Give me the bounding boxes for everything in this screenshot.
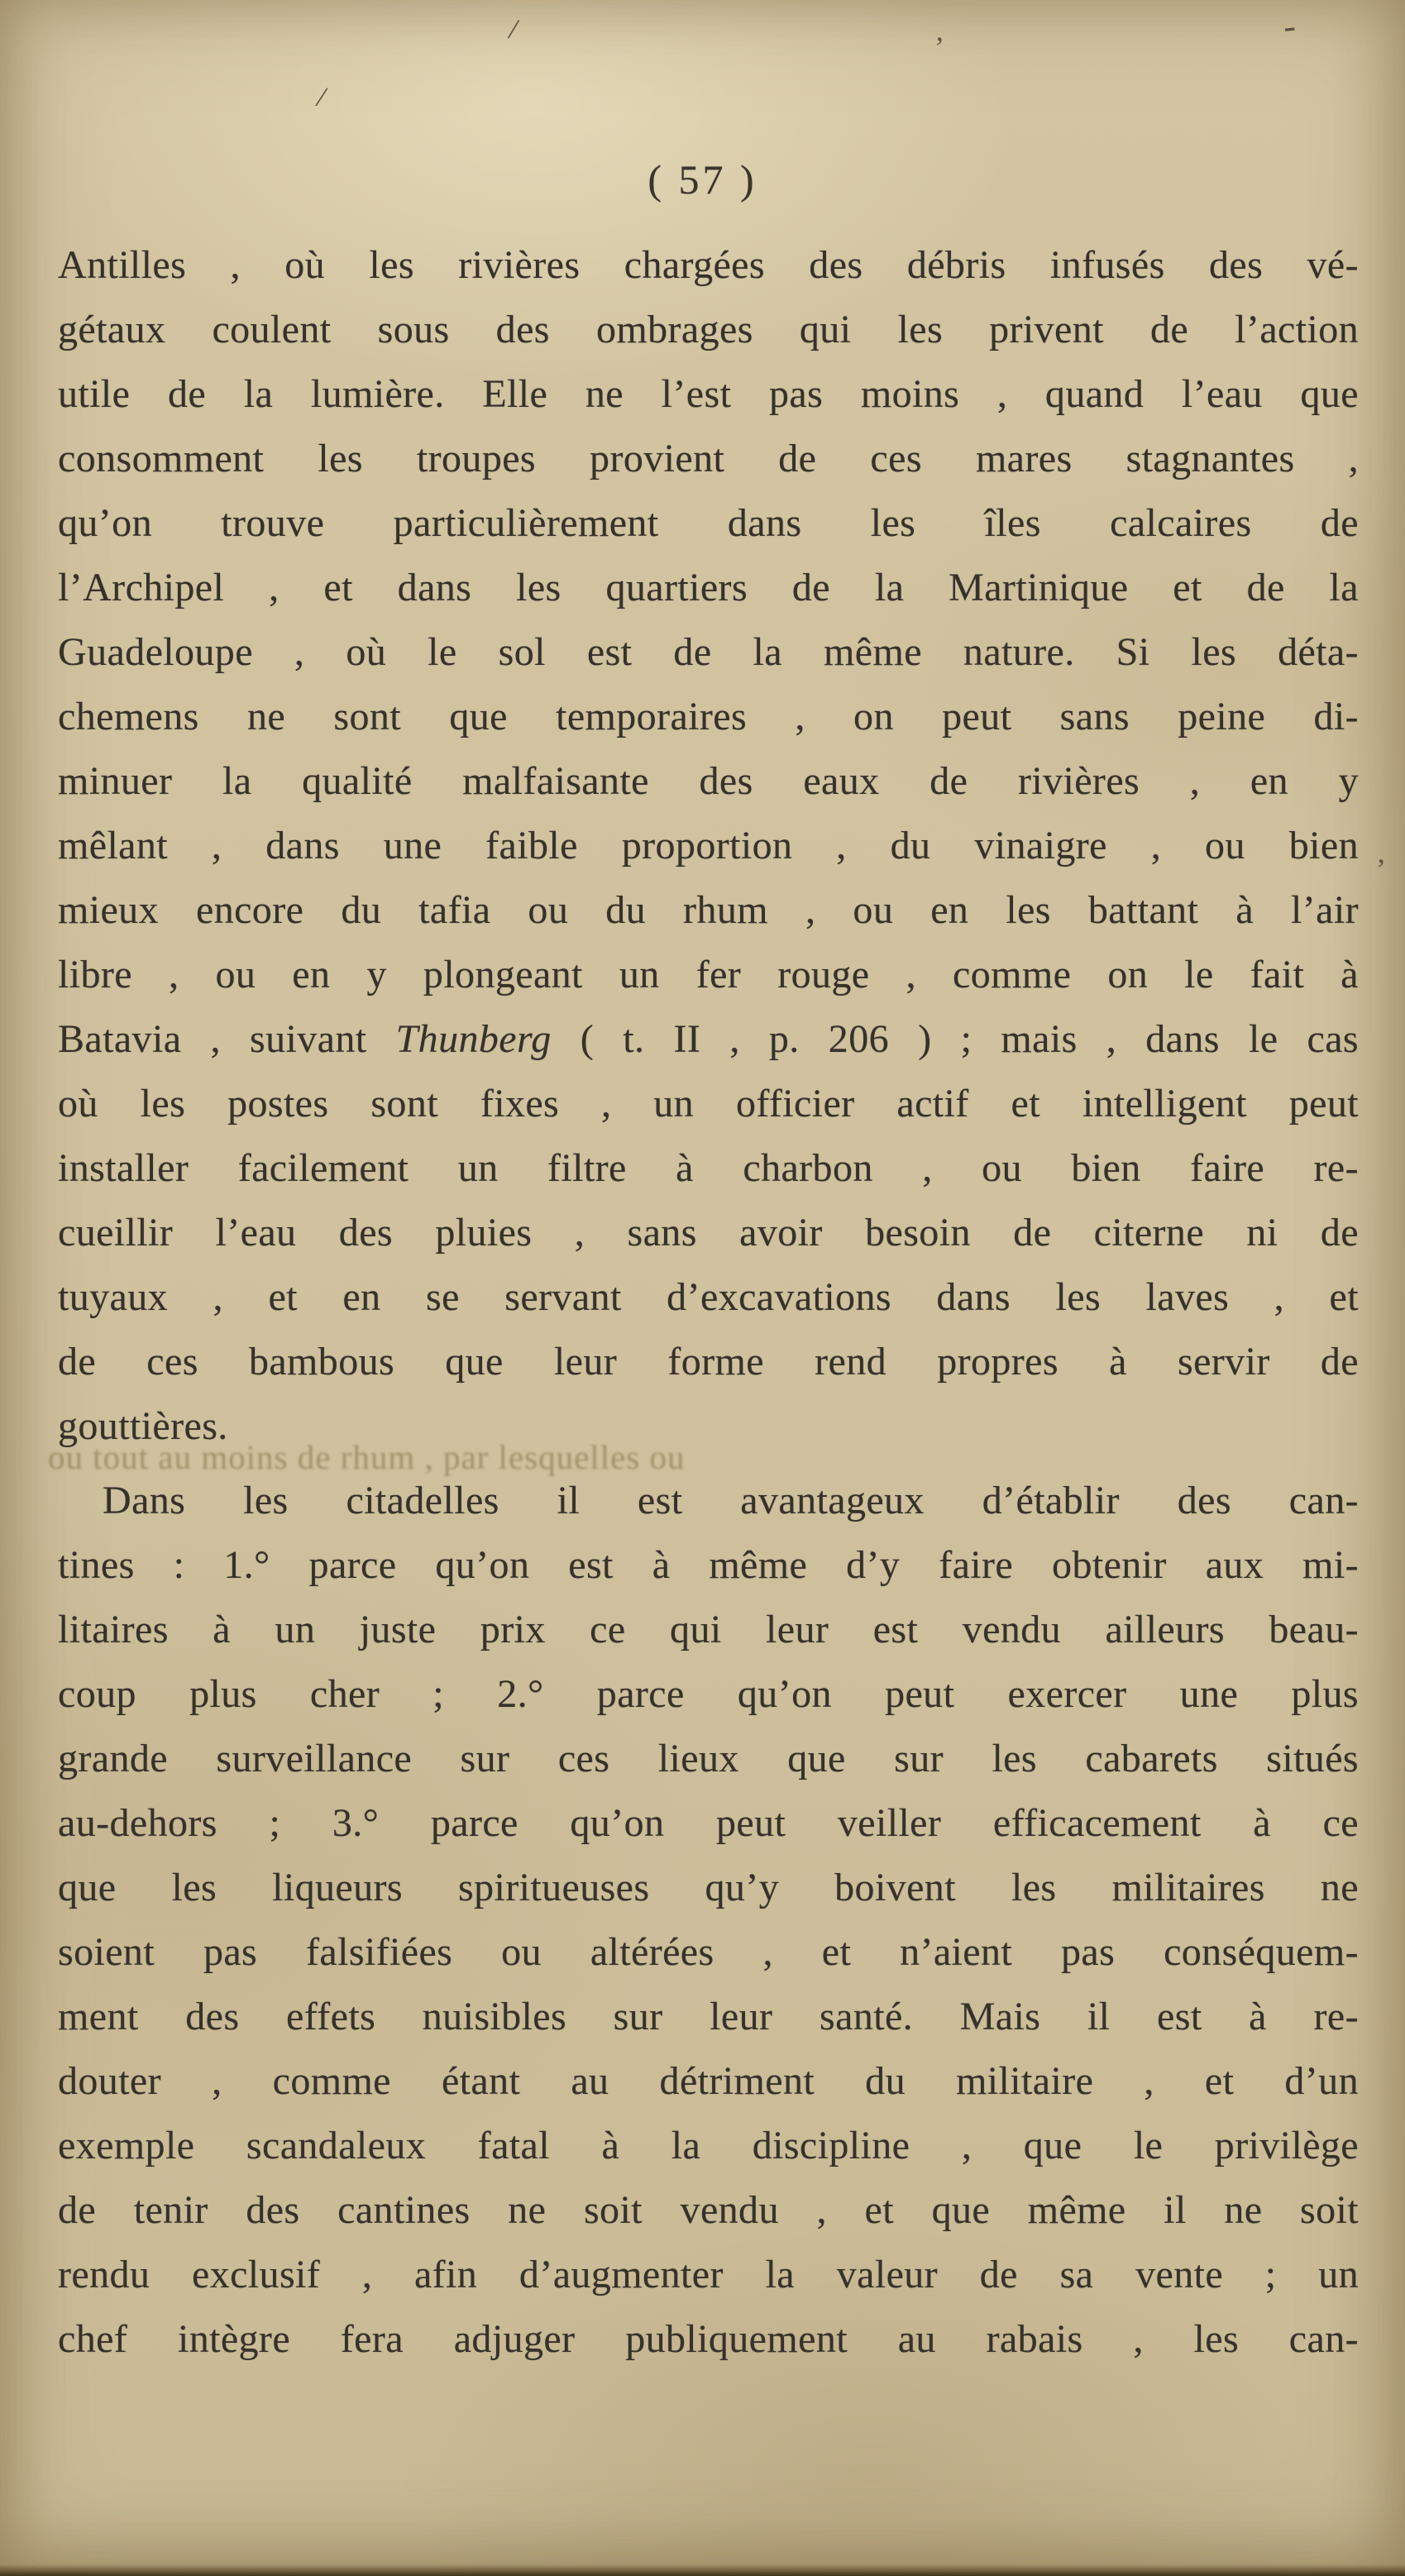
text-line: au-dehors ; 3.° parce qu’on peut veiller efficacement à ce <box>58 1801 1359 1845</box>
text-line: cueillir l’eau des pluies , sans avoir besoin de citerne ni de <box>58 1211 1359 1255</box>
text-segment: Batavia , suivant <box>58 1017 396 1061</box>
text-line: gétaux coulent sous des ombrages qui les privent de l’action <box>58 308 1359 351</box>
text-line: gouttières. <box>58 1404 228 1448</box>
text-line: douter , comme étant au détriment du militaire , et d’un <box>58 2059 1359 2103</box>
text-line: consomment les troupes provient de ces mares stagnantes , <box>58 437 1359 480</box>
scan-artifact: ’ <box>934 31 944 64</box>
text-line: tuyaux , et en se servant d’excavations dans les laves , et <box>58 1275 1359 1319</box>
bleedthrough-ghost-text: ou tout au moins de rhum , par lesquelles ou <box>48 1438 686 1476</box>
text-line: exemple scandaleux fatal à la discipline , que le privilège <box>58 2124 1359 2167</box>
page-number: ( 57 ) <box>648 156 757 203</box>
page-text <box>58 233 1359 2372</box>
text-segment: ( t. II , p. 206 ) ; mais , dans le cas <box>551 1017 1359 1061</box>
scan-edge-bottom <box>0 2564 1405 2576</box>
text-line: soient pas falsifiées ou altérées , et n’aient pas conséquem- <box>58 1930 1359 1974</box>
text-line: Antilles , où les rivières chargées des débris infusés des vé- <box>58 243 1359 287</box>
scan-artifact: / <box>313 79 330 114</box>
text-line: installer facilement un filtre à charbon , ou bien faire re- <box>58 1146 1359 1190</box>
text-line: où les postes sont fixes , un officier actif et intelligent peut <box>58 1082 1359 1126</box>
text-line: tines : 1.° parce qu’on est à même d’y faire obtenir aux mi- <box>58 1543 1359 1587</box>
text-line: minuer la qualité malfaisante des eaux de rivières , en y <box>58 759 1359 803</box>
paragraph-2 <box>58 1469 1359 2372</box>
scan-artifact: / <box>505 12 522 46</box>
text-line-with-citation <box>58 1007 1359 1072</box>
text-line: Dans les citadelles il est avantageux d’établir des can- <box>103 1479 1359 1522</box>
text-line: grande surveillance sur ces lieux que sur les cabarets situés <box>58 1737 1359 1780</box>
text-line: libre , ou en y plongeant un fer rouge , comme on le fait à <box>58 953 1359 996</box>
text-line: rendu exclusif , afin d’augmenter la valeur de sa vente ; un <box>58 2253 1359 2296</box>
text-line: l’Archipel , et dans les quartiers de la Martinique et de la <box>58 566 1359 609</box>
text-line: coup plus cher ; 2.° parce qu’on peut exercer une plus <box>58 1672 1359 1716</box>
text-line: qu’on trouve particulièrement dans les îles calcaires de <box>58 501 1359 545</box>
text-line: mêlant , dans une faible proportion , du vinaigre , ou bien <box>58 824 1359 867</box>
text-line: que les liqueurs spiritueuses qu’y boivent les militaires ne <box>58 1866 1359 1909</box>
text-line: litaires à un juste prix ce qui leur est vendu ailleurs beau- <box>58 1608 1359 1651</box>
cited-author: Thunberg <box>395 1017 552 1061</box>
scan-artifact: - <box>1281 5 1298 47</box>
text-line: ment des effets nuisibles sur leur santé. Mais il est à re- <box>58 1995 1359 2038</box>
text-line: mieux encore du tafia ou du rhum , ou en les battant à l’air <box>58 888 1359 932</box>
text-line: de tenir des cantines ne soit vendu , et que même il ne soit <box>58 2188 1359 2232</box>
text-line: utile de la lumière. Elle ne l’est pas moins , quand l’eau que <box>58 372 1359 416</box>
text-line: chef intègre fera adjuger publiquement au rabais , les can- <box>58 2317 1359 2361</box>
text-line: Guadeloupe , où le sol est de la même nature. Si les déta- <box>58 630 1359 674</box>
scan-artifact: ’ <box>1376 853 1386 886</box>
text-line: chemens ne sont que temporaires , on peut sans peine di- <box>58 695 1359 738</box>
paragraph-1 <box>58 233 1359 1459</box>
text-line: de ces bambous que leur forme rend propres à servir de <box>58 1340 1359 1384</box>
